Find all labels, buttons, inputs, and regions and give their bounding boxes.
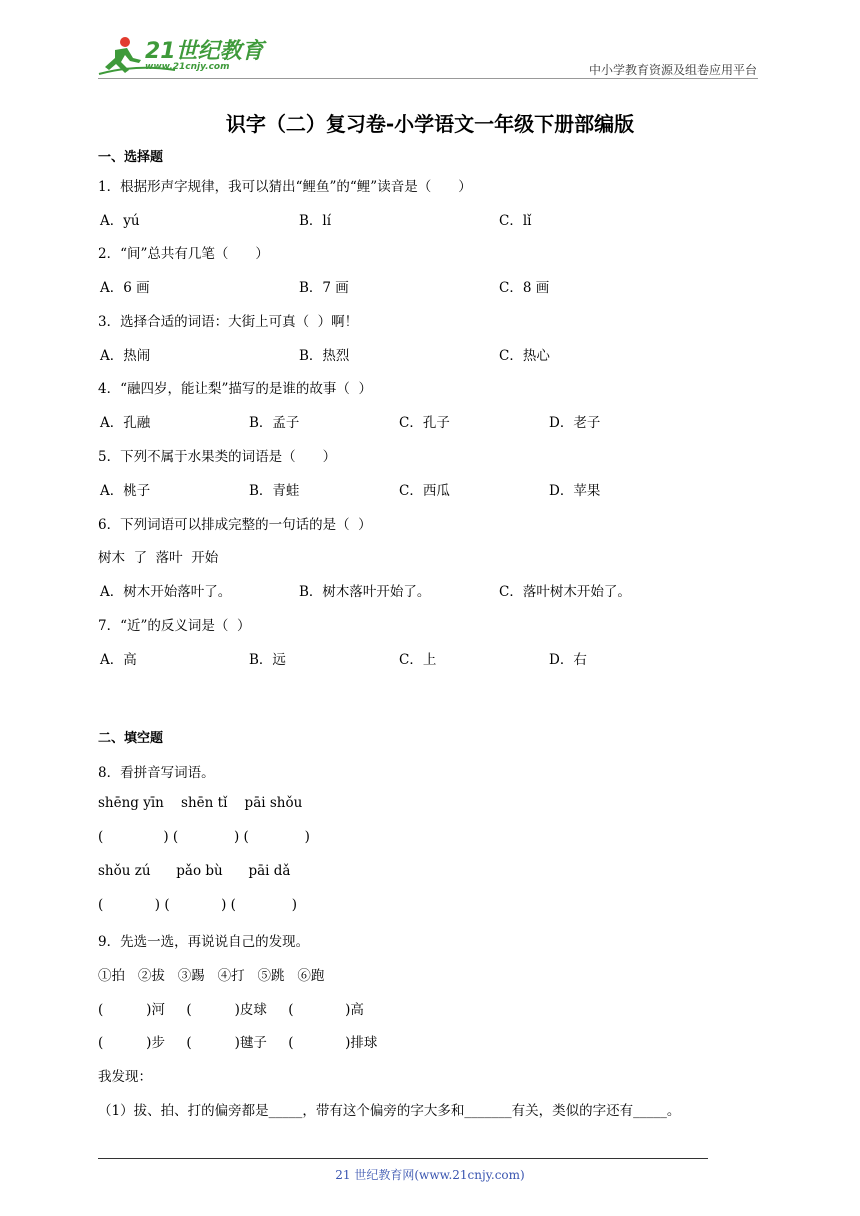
q6-option-a: A．树木开始落叶了。 bbox=[100, 584, 232, 600]
q5-option-c: C．西瓜 bbox=[399, 483, 450, 499]
q8-blank-row-1: ( ) ( ) ( ) bbox=[98, 829, 310, 845]
question-5: 5．下列不属于水果类的词语是（ ） bbox=[98, 449, 337, 465]
question-6: 6．下列词语可以排成完整的一句话的是（ ） bbox=[98, 517, 372, 533]
q9-row-1: ( )河 ( )皮球 ( )高 bbox=[98, 1002, 364, 1018]
platform-label: 中小学教育资源及组卷应用平台 bbox=[588, 63, 757, 77]
q7-option-a: A．高 bbox=[100, 652, 137, 668]
q2-option-b: B．7 画 bbox=[299, 280, 349, 296]
q3-option-a: A．热闹 bbox=[100, 348, 151, 364]
q7-option-d: D．右 bbox=[549, 652, 587, 668]
logo-url: www.21cnjy.com bbox=[145, 62, 230, 72]
q9-row-2: ( )步 ( )毽子 ( )排球 bbox=[98, 1035, 378, 1051]
question-4: 4．“融四岁，能让梨”描写的是谁的故事（ ） bbox=[98, 381, 372, 397]
question-1: 1．根据形声字规律，我可以猜出“鲤鱼”的“鲤”读音是（ ） bbox=[98, 179, 472, 195]
header-divider bbox=[98, 78, 758, 79]
q6-option-b: B．树木落叶开始了。 bbox=[299, 584, 431, 600]
q4-option-c: C．孔子 bbox=[399, 415, 450, 431]
footer-link[interactable]: 21 世纪教育网(www.21cnjy.com) bbox=[335, 1168, 525, 1182]
q6-option-c: C．落叶树木开始了。 bbox=[499, 584, 631, 600]
footer-divider bbox=[98, 1158, 708, 1159]
q2-option-c: C．8 画 bbox=[499, 280, 550, 296]
question-7: 7．“近”的反义词是（ ） bbox=[98, 618, 251, 634]
question-3: 3．选择合适的词语：大街上可真（ ）啊！ bbox=[98, 314, 359, 330]
q3-option-b: B．热烈 bbox=[299, 348, 350, 364]
q5-option-d: D．苹果 bbox=[549, 483, 601, 499]
q4-option-b: B．孟子 bbox=[249, 415, 300, 431]
q2-option-a: A．6 画 bbox=[100, 280, 150, 296]
question-9: 9．先选一选，再说说自己的发现。 bbox=[98, 934, 310, 950]
q4-option-d: D．老子 bbox=[549, 415, 601, 431]
q4-option-a: A．孔融 bbox=[100, 415, 151, 431]
q7-option-c: C．上 bbox=[399, 652, 437, 668]
q7-option-b: B．远 bbox=[249, 652, 286, 668]
q5-option-b: B．青蛙 bbox=[249, 483, 300, 499]
q5-option-a: A．桃子 bbox=[100, 483, 151, 499]
question-8: 8．看拼音写词语。 bbox=[98, 765, 215, 781]
q8-pinyin-row-1: shēng yīn shēn tǐ pāi shǒu bbox=[98, 795, 303, 811]
q6-words: 树木 了 落叶 开始 bbox=[98, 550, 219, 566]
q8-blank-row-2: ( ) ( ) ( ) bbox=[98, 897, 297, 913]
q1-option-a: A．yú bbox=[100, 213, 140, 229]
logo bbox=[95, 34, 265, 80]
section-heading-choice: 一、选择题 bbox=[98, 150, 164, 165]
q1-option-b: B．lí bbox=[299, 213, 332, 229]
q9-choices: ①拍 ②拔 ③踢 ④打 ⑤跳 ⑥跑 bbox=[98, 968, 325, 984]
question-2: 2．“间”总共有几笔（ ） bbox=[98, 246, 269, 262]
q9-found-label: 我发现： bbox=[98, 1069, 152, 1085]
q9-sub-1: （1）拔、拍、打的偏旁都是_____，带有这个偏旁的字大多和_______有关，类似的字还有_____。 bbox=[98, 1103, 681, 1119]
q3-option-c: C．热心 bbox=[499, 348, 550, 364]
logo-text: 21世纪教育 bbox=[145, 39, 264, 64]
q1-option-c: C．lǐ bbox=[499, 213, 532, 229]
section-heading-fill: 二、填空题 bbox=[98, 731, 164, 746]
page-title: 识字（二）复习卷-小学语文一年级下册部编版 bbox=[225, 112, 635, 136]
q8-pinyin-row-2: shǒu zú pǎo bù pāi dǎ bbox=[98, 863, 291, 879]
